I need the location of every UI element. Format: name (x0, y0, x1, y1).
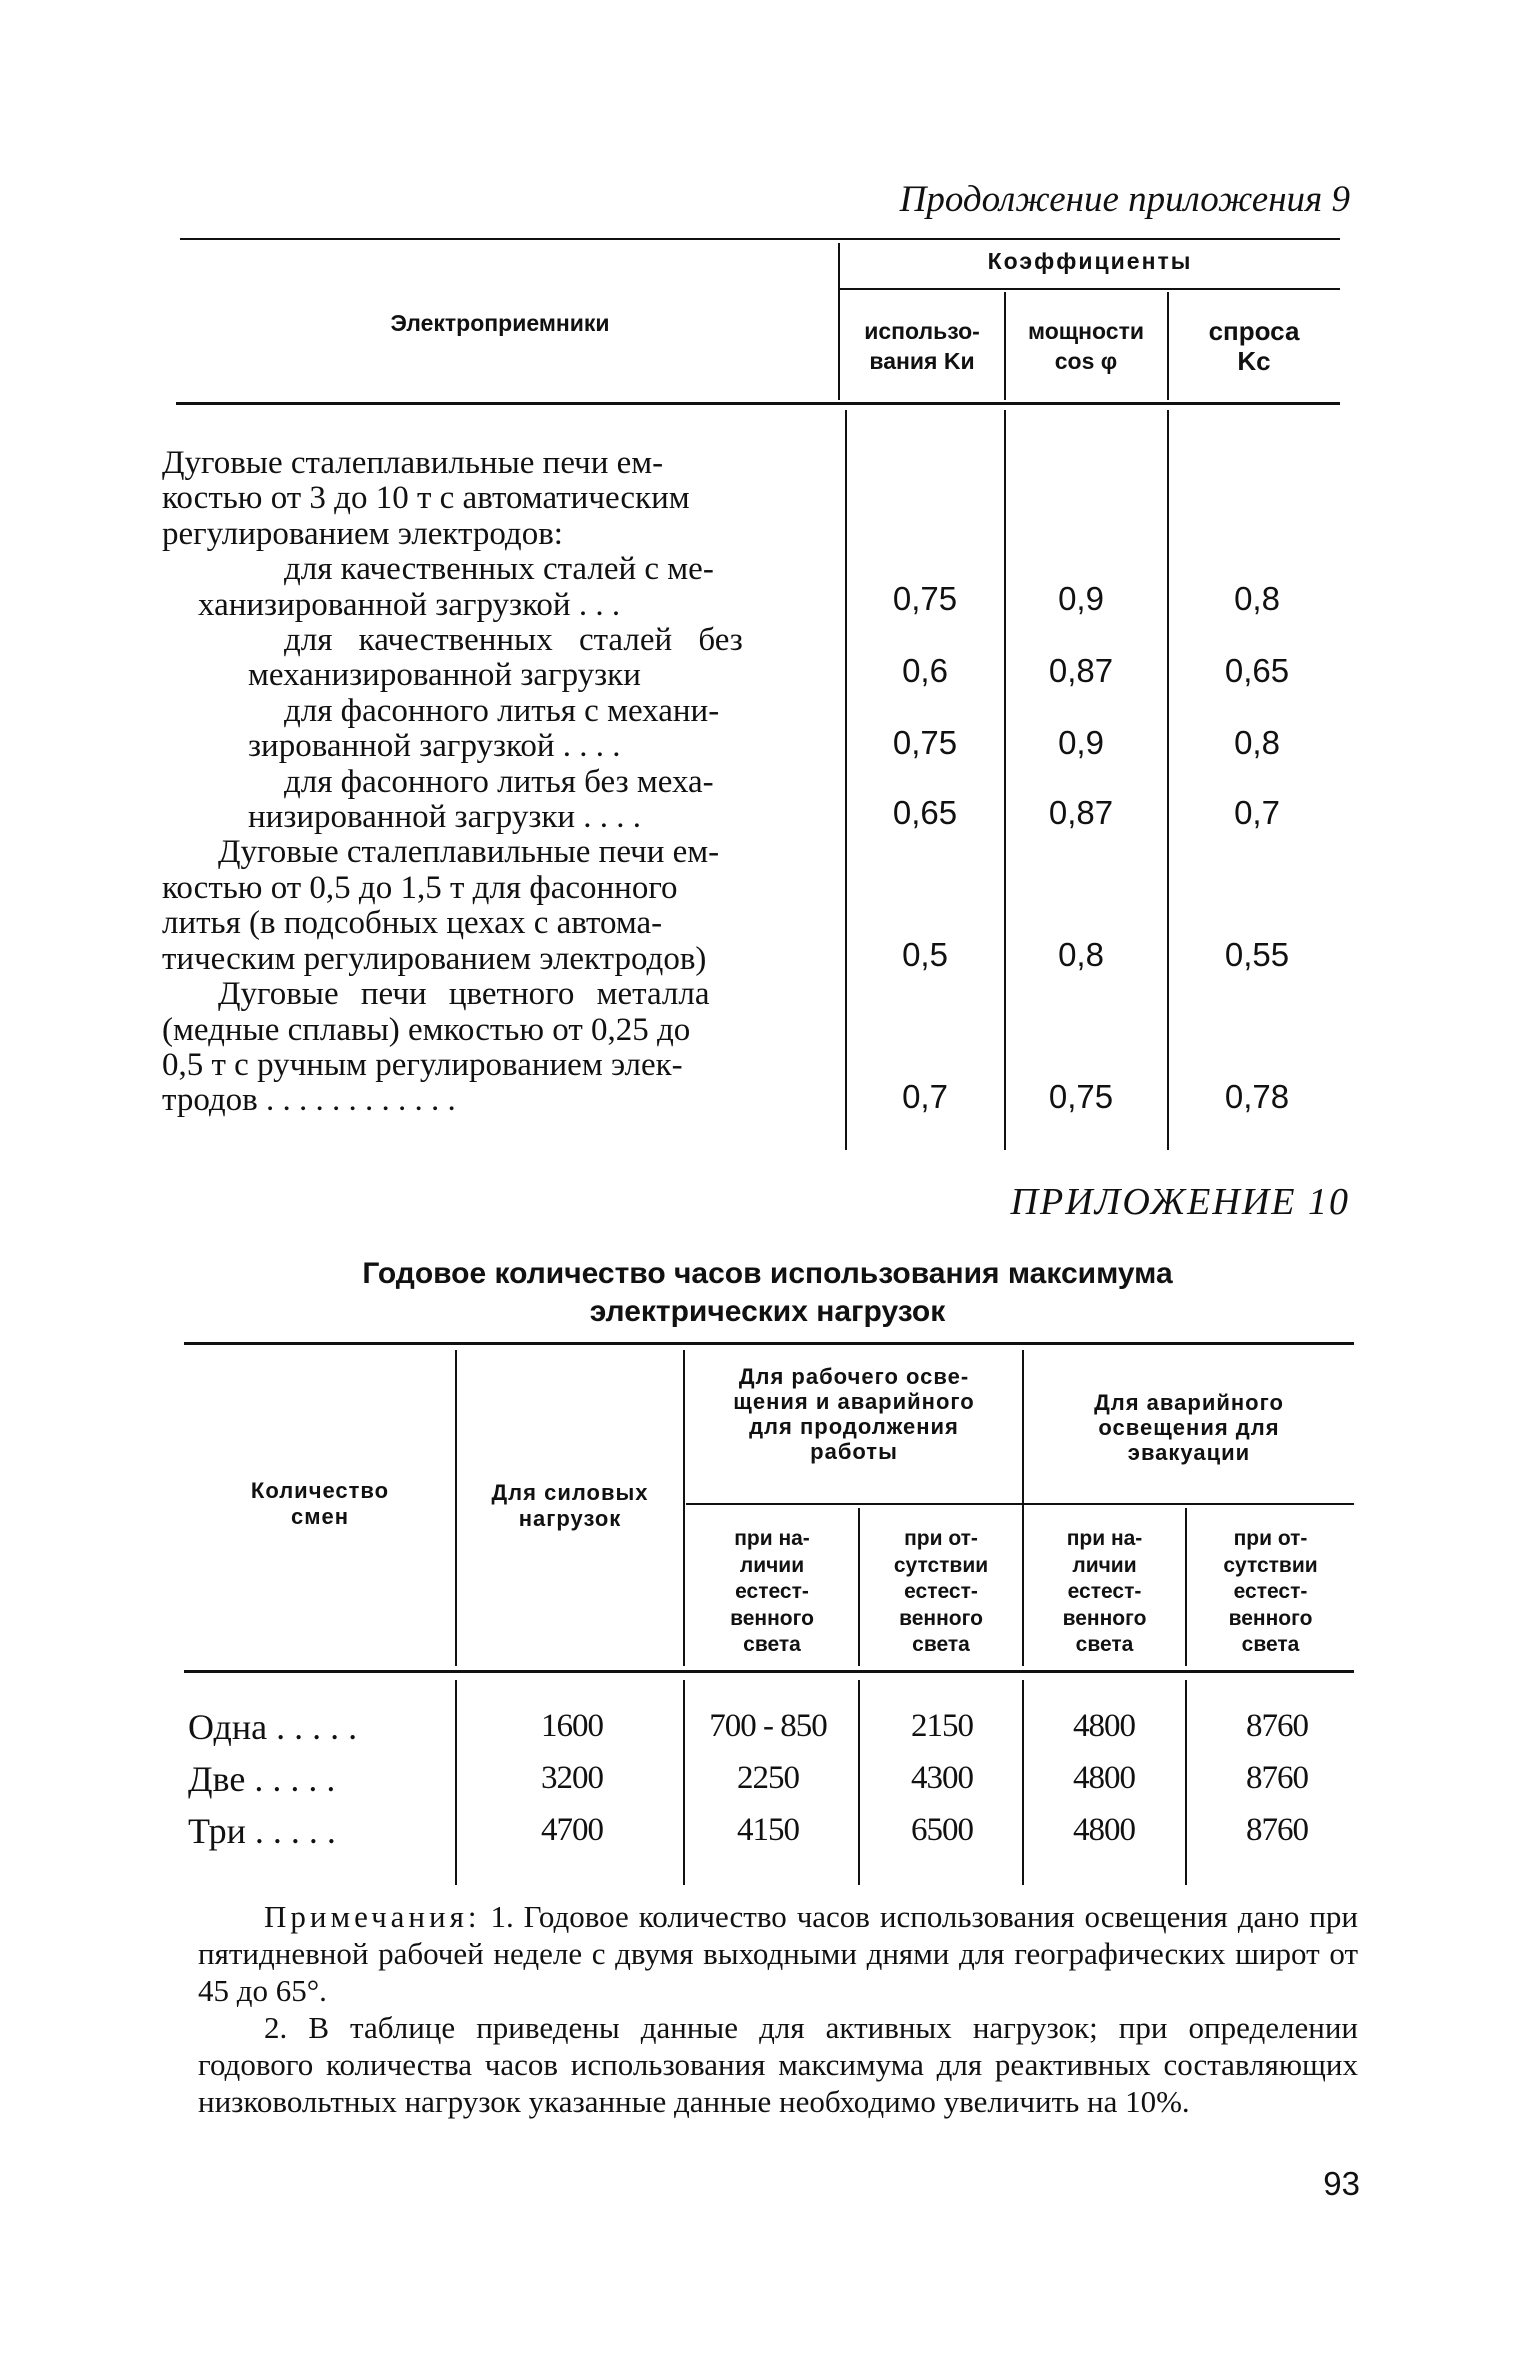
desc-line: ханизированной загрузкой . . . (198, 586, 621, 623)
table2-body-vline-3 (858, 1680, 860, 1885)
subheader-with-daylight: при на- личии естест- венного света (730, 1527, 814, 1656)
notes-label: Примечания: (264, 1899, 481, 1934)
table2-head-rule (184, 1670, 1354, 1673)
subheader-power-factor: мощности cos φ (1028, 318, 1144, 374)
note-1 (198, 1898, 1358, 2009)
hours-cell: 1600 (541, 1708, 603, 1744)
hours-cell: 3200 (541, 1760, 603, 1796)
subheader-utilization: использо- вания Kи (864, 318, 980, 374)
hours-cell: 2250 (737, 1760, 799, 1796)
table1-body-vline-1 (845, 410, 847, 1150)
value-cell: 0,55 (1224, 936, 1290, 973)
table1-group-rule (838, 288, 1340, 290)
table2-top-rule (184, 1342, 1354, 1345)
value-cell: 0,5 (902, 936, 948, 973)
row-label: Две . . . . . (188, 1759, 336, 1799)
hours-cell: 4300 (911, 1760, 973, 1796)
table1-body-vline-3 (1167, 410, 1169, 1150)
table1-top-rule (180, 238, 1340, 240)
value-cell: 0,9 (1058, 580, 1104, 617)
value-cell: 0,78 (1224, 1078, 1290, 1115)
value-cell: 0,65 (892, 794, 958, 831)
table1-body-vline-2 (1004, 410, 1006, 1150)
desc-line: для качественных сталей с ме- (284, 551, 714, 588)
desc-line: тродов . . . . . . . . . . . . (162, 1082, 456, 1119)
header-work-lighting: Для рабочего осве- щения и аварийного для продолжения работы (733, 1364, 975, 1464)
desc-line: регулированием электродов: (162, 515, 563, 552)
hours-cell: 4700 (541, 1812, 603, 1848)
hours-cell: 8760 (1246, 1760, 1308, 1796)
hours-cell: 4800 (1073, 1708, 1135, 1744)
hours-cell: 8760 (1246, 1812, 1308, 1848)
table2-body-vline-1 (455, 1680, 457, 1885)
desc-line: низированной загрузки . . . . (248, 799, 642, 836)
value-cell: 0,7 (1234, 794, 1280, 831)
subheader-with-daylight-evac: при на- личии естест- венного света (1062, 1527, 1147, 1656)
value-cell: 0,8 (1058, 936, 1104, 973)
row-label: Одна . . . . . (188, 1707, 358, 1747)
hours-cell: 6500 (911, 1812, 973, 1848)
subheader-without-daylight: при от- сутствии естест- венного света (893, 1527, 989, 1656)
note-2: 2. В таблице приведены данные для активных нагрузок; при определении годового количества часов использования максимума для реактивных составляющих низковольтных нагрузок указанные данные необходимо увеличить на 10%. (198, 2010, 1358, 2119)
value-cell: 0,8 (1234, 580, 1280, 617)
desc-line: для фасонного литья с механи- (284, 692, 720, 729)
desc-line: Дуговые сталеплавильные печи ем- (162, 445, 664, 481)
desc-line: тическим регулированием электродов) (162, 940, 707, 977)
column-header-consumers: Электроприемники (390, 310, 610, 336)
header-shifts: Количество смен (250, 1478, 390, 1529)
value-cell: 0,75 (892, 724, 958, 761)
table2-body-vline-5 (1185, 1680, 1187, 1885)
desc-line: костью от 3 до 10 т с автоматическим (162, 480, 690, 517)
column-header-coefficients: Коэффициенты (987, 248, 1193, 274)
desc-line: литья (в подсобных цехах с автома- (162, 905, 663, 942)
subheader-without-daylight-evac: при от- сутствии естест- венного света (1223, 1527, 1318, 1656)
value-cell: 0,75 (1048, 1078, 1114, 1115)
value-cell: 0,75 (892, 580, 958, 617)
value-cell: 0,87 (1048, 794, 1114, 831)
table2-vline-2 (683, 1350, 685, 1666)
table1-head-rule (176, 402, 1340, 405)
desc-line: для фасонного литья без меха- (284, 763, 714, 800)
appendix-10-label: ПРИЛОЖЕНИЕ 10 (1010, 1181, 1350, 1223)
value-cell: 0,65 (1224, 652, 1290, 689)
title-line-1: Годовое количество часов использования максимума (362, 1257, 1173, 1290)
desc-line: для качественных сталей без (284, 622, 743, 659)
value-cell: 0,9 (1058, 724, 1104, 761)
consumer-descriptions (162, 446, 832, 1119)
title-line-2: электрических нагрузок (589, 1295, 946, 1328)
desc-line: механизированной загрузки (248, 657, 641, 694)
note-1-text: 1. Годовое количество часов использования освещения дано при пятидневной рабочей неделе с двумя выходными днями для географических широт от 45 до 65°. (198, 1899, 1359, 2008)
desc-line: Дуговые сталеплавильные печи ем- (218, 834, 720, 871)
hours-cell: 4150 (737, 1812, 799, 1848)
desc-line: 0,5 т с ручным регулированием элек- (162, 1046, 683, 1083)
value-cell: 0,7 (902, 1078, 948, 1115)
header-evacuation-lighting: Для аварийного освещения для эвакуации (1094, 1390, 1284, 1465)
row-label: Три . . . . . (188, 1811, 336, 1851)
table2-body-vline-2 (683, 1680, 685, 1885)
desc-line: Дуговые печи цветного металла (218, 976, 710, 1013)
value-cell: 0,8 (1234, 724, 1280, 761)
desc-line: (медные сплавы) емкостью от 0,25 до (162, 1011, 691, 1048)
desc-line: зированной загрузкой . . . . (248, 728, 621, 765)
hours-cell: 4800 (1073, 1760, 1135, 1796)
hours-cell: 2150 (911, 1708, 973, 1744)
table2-group-rule (686, 1503, 1354, 1505)
notes (198, 1898, 1358, 2120)
value-cell: 0,87 (1048, 652, 1114, 689)
hours-cell: 4800 (1073, 1812, 1135, 1848)
continuation-header: Продолжение приложения 9 (899, 179, 1350, 220)
hours-cell: 8760 (1246, 1708, 1308, 1744)
header-power-loads: Для силовых нагрузок (491, 1480, 649, 1531)
desc-line: костью от 0,5 до 1,5 т для фасонного (162, 869, 678, 906)
hours-cell: 700 - 850 (709, 1708, 827, 1744)
appendix-10-title (200, 1255, 1335, 1331)
value-cell: 0,6 (902, 652, 948, 689)
subheader-demand: спроса Kс (1208, 316, 1300, 376)
page-number: 93 (1323, 2165, 1360, 2202)
table2-vline-1 (455, 1350, 457, 1666)
